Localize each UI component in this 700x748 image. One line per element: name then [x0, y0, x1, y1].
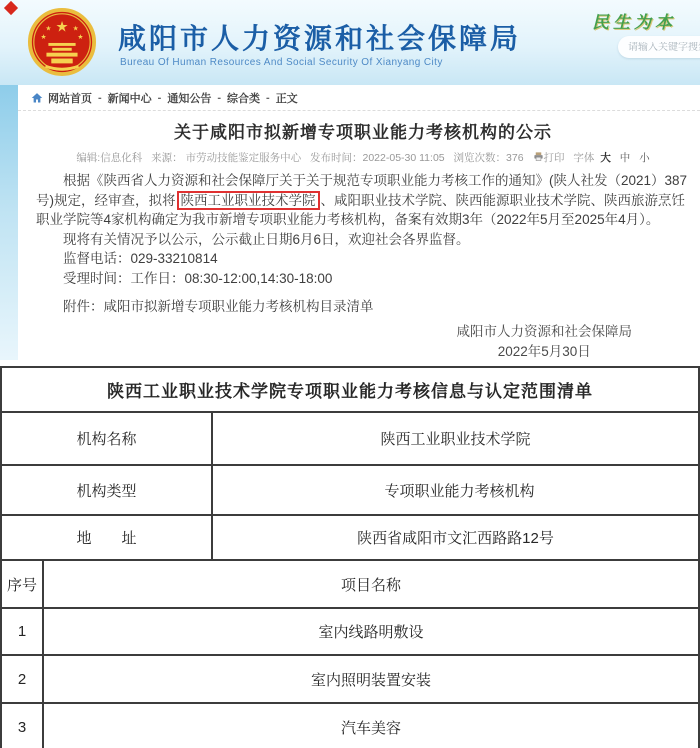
meta-editor: 编辑:信息化科 [76, 152, 143, 164]
table-row [1, 412, 699, 465]
table-row [1, 655, 699, 703]
breadcrumb-item-notices[interactable]: 通知公告 [167, 92, 212, 105]
signature-date: 2022年5月30日 [497, 344, 591, 360]
meta-source: 来源： 市劳动技能鉴定服务中心 [151, 152, 302, 164]
header-project-name: 项目名称 [43, 560, 699, 608]
article-title: 关于咸阳市拟新增专项职业能力考核机构的公示 [174, 123, 552, 142]
value-address: 陕西省咸阳市文汇西路路12号 [212, 515, 699, 560]
font-size-large-button[interactable]: 大 [600, 152, 611, 164]
signature-org: 咸阳市人力资源和社会保障局 [456, 323, 632, 339]
table-row [1, 515, 699, 560]
project-name: 汽车美容 [43, 703, 699, 748]
breadcrumb [18, 85, 700, 111]
row-number: 1 [1, 608, 43, 655]
svg-text:★: ★ [72, 25, 79, 33]
label-institution-name: 机构名称 [1, 412, 212, 465]
acceptance-hours: 受理时间：工作日：08:30-12:00,14:30-18:00 [63, 270, 333, 286]
row-number: 2 [1, 655, 43, 703]
print-label: 打印 [543, 152, 565, 164]
search-input[interactable] [628, 42, 700, 53]
label-institution-type: 机构类型 [1, 465, 212, 515]
breadcrumb-item-home[interactable]: 网站首页 [48, 92, 92, 105]
site-title: 咸阳市人力资源和社会保障局 [118, 23, 522, 54]
breadcrumb-separator: - [98, 91, 102, 104]
font-size-label: 字体 [573, 152, 595, 164]
article-meta [36, 150, 690, 165]
svg-text:★: ★ [45, 25, 52, 33]
paragraph-main-text: 根据《陕西省人力资源和社会保障厅关于关于规范专项职业能力考核工作的通知》(陕人社发（2021）387号)规定，经审查，拟将 [36, 173, 688, 208]
article [18, 118, 700, 360]
paragraph-main-text-after: 、咸阳职业技术学院、陕西能源职业技术学院、陕西旅游烹饪职业学院等4家机构确定为我市新增专项职业能力考核机构，备案有效期3年（2022年5月至2025年4月）。 [36, 192, 685, 228]
meta-publish-time: 发布时间：2022-05-30 11:05 [310, 152, 445, 164]
table-row [1, 465, 699, 515]
site-header [0, 0, 700, 85]
print-button[interactable] [533, 152, 568, 164]
table-row [1, 703, 699, 748]
table-row [1, 608, 699, 655]
table-header-row [1, 560, 699, 608]
font-size-medium-button[interactable]: 中 [619, 152, 631, 164]
breadcrumb-item-current: 正文 [275, 92, 298, 105]
slogan-calligraphy: 民生为本 [592, 13, 676, 32]
article-card [18, 85, 700, 362]
project-list-table [0, 559, 700, 748]
value-institution-name: 陕西工业职业技术学院 [212, 412, 699, 465]
paragraph-notice: 现将有关情况予以公示，公示截止日期6月6日，欢迎社会各界监督。 [63, 231, 470, 247]
breadcrumb-separator: - [157, 91, 162, 104]
left-background-strip [0, 85, 18, 362]
article-body [36, 171, 690, 360]
project-name: 室内照明装置安装 [43, 655, 699, 703]
corner-diamond-decoration [4, 1, 18, 15]
signature-block [457, 322, 633, 363]
site-subtitle: Bureau Of Human Resources And Social Security Of Xianyang City [120, 57, 443, 68]
header-serial-number: 序号 [1, 560, 43, 608]
svg-text:★: ★ [55, 19, 69, 36]
supervision-phone: 监督电话：029-33210814 [63, 251, 218, 267]
svg-text:★: ★ [40, 34, 47, 42]
font-size-small-button[interactable]: 小 [639, 152, 650, 164]
svg-text:★: ★ [77, 34, 84, 42]
meta-view-count: 浏览次数：376 [453, 152, 524, 164]
institution-info-table [0, 366, 700, 561]
highlight-box: 陕西工业职业技术学院 [177, 191, 320, 210]
search-box [618, 36, 700, 58]
national-emblem-icon [27, 7, 97, 77]
value-institution-type: 专项职业能力考核机构 [212, 465, 699, 515]
row-number: 3 [1, 703, 43, 748]
label-address: 地 址 [1, 515, 212, 560]
home-icon [31, 92, 43, 104]
breadcrumb-item-category[interactable]: 综合类 [227, 92, 261, 105]
breadcrumb-separator: - [266, 91, 270, 104]
table-title: 陕西工业职业技术学院专项职业能力考核信息与认定范围清单 [1, 367, 699, 412]
breadcrumb-separator: - [217, 91, 222, 104]
attachment-line: 附件：咸阳市拟新增专项职业能力考核机构目录清单 [63, 299, 374, 315]
assessment-table-section [0, 360, 700, 748]
printer-icon [533, 151, 544, 165]
breadcrumb-item-news[interactable]: 新闻中心 [107, 92, 152, 105]
paragraph-main [36, 171, 690, 230]
project-name: 室内线路明敷设 [43, 608, 699, 655]
